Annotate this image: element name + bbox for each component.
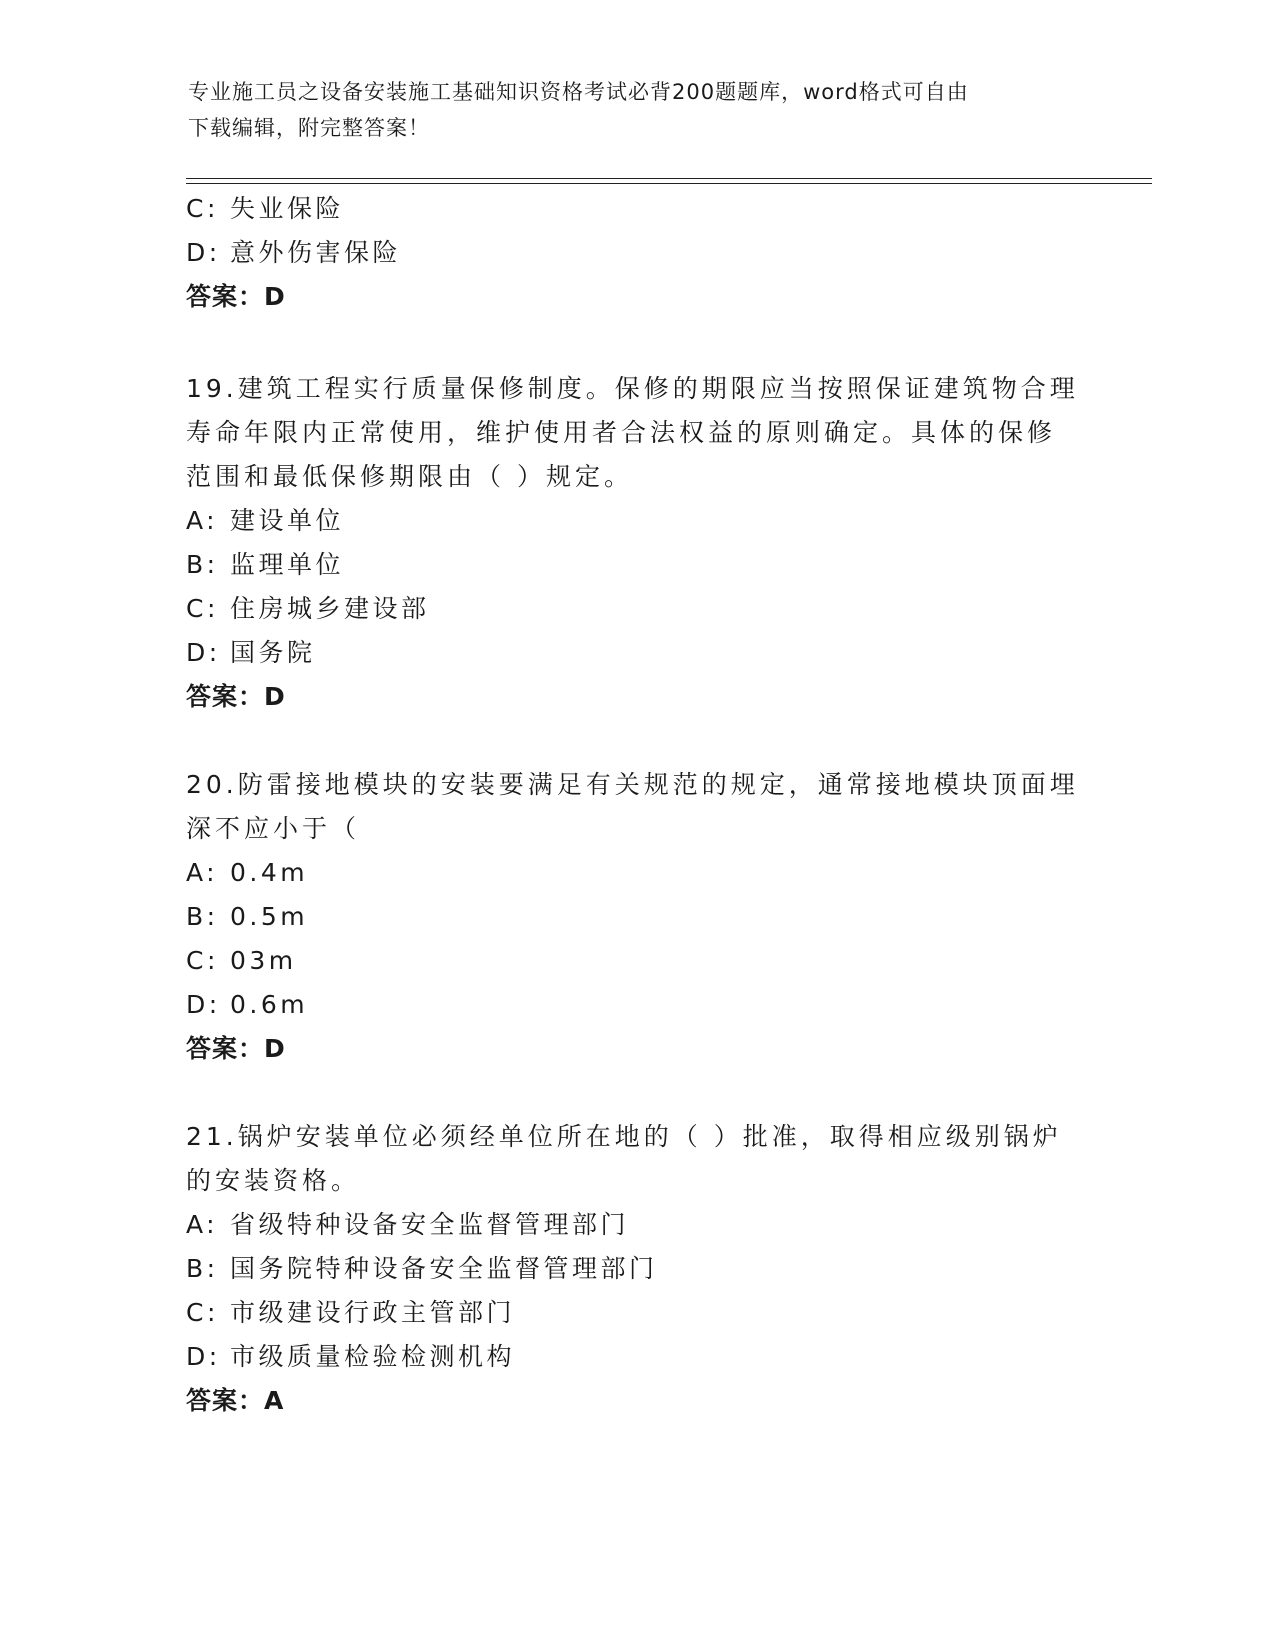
prev-option-d: [186, 238, 401, 268]
option-text: 0.5m: [230, 902, 309, 931]
q21-answer: 答案：A: [186, 1386, 285, 1415]
option-text: 省级特种设备安全监督管理部门: [230, 1210, 630, 1239]
q20-option-a: [186, 858, 308, 888]
option-text: 建设单位: [230, 506, 345, 535]
q21-option-c: [186, 1298, 515, 1328]
q21-option-b: [186, 1254, 658, 1284]
option-text: 03m: [230, 946, 297, 975]
option-key: C:: [186, 194, 219, 223]
option-key: D:: [186, 1342, 221, 1371]
option-text: 0.4m: [230, 858, 309, 887]
option-key: D:: [186, 638, 221, 667]
option-key: A:: [186, 858, 219, 887]
option-key: A:: [186, 1210, 219, 1239]
q19-answer: 答案：D: [186, 682, 286, 711]
option-key: B:: [186, 550, 219, 579]
option-text: 意外伤害保险: [230, 238, 402, 267]
q20-answer: 答案：D: [186, 1034, 286, 1063]
option-key: D:: [186, 238, 221, 267]
option-text: 国务院特种设备安全监督管理部门: [230, 1254, 658, 1283]
option-key: D:: [186, 990, 221, 1019]
q19-option-d: [186, 638, 316, 668]
option-key: C:: [186, 946, 219, 975]
option-text: 市级建设行政主管部门: [230, 1298, 516, 1327]
option-text: 失业保险: [230, 194, 345, 223]
q19-text-line-2: 寿命年限内正常使用，维护使用者合法权益的原则确定。具体的保修: [186, 418, 1057, 447]
q21-option-a: [186, 1210, 629, 1240]
q19-option-b: [186, 550, 344, 580]
option-key: C:: [186, 594, 219, 623]
prev-answer: 答案：D: [186, 282, 286, 311]
prev-option-c: [186, 194, 344, 224]
option-key: A:: [186, 506, 219, 535]
option-text: 国务院: [230, 638, 316, 667]
header-line-2: 下载编辑，附完整答案！: [188, 116, 430, 140]
option-text: 住房城乡建设部: [230, 594, 430, 623]
option-text: 监理单位: [230, 550, 345, 579]
q20-option-d: [186, 990, 308, 1020]
q20-option-c: [186, 946, 297, 976]
header-line-1: 专业施工员之设备安装施工基础知识资格考试必背200题题库，word格式可自由: [188, 80, 969, 104]
document-header: [188, 74, 1088, 146]
q20-text-line-1: 20.防雷接地模块的安装要满足有关规范的规定，通常接地模块顶面埋: [186, 770, 1079, 799]
option-text: 0.6m: [230, 990, 309, 1019]
header-divider-top: [186, 178, 1152, 179]
option-key: B:: [186, 902, 219, 931]
q19-option-c: [186, 594, 430, 624]
header-divider-bottom: [186, 183, 1152, 184]
q21-text-line-1: 21.锅炉安装单位必须经单位所在地的（ ）批准，取得相应级别锅炉: [186, 1122, 1062, 1151]
q21-option-d: [186, 1342, 515, 1372]
q20-text-line-2: 深不应小于（: [186, 814, 361, 843]
q19-text-line-1: 19.建筑工程实行质量保修制度。保修的期限应当按照保证建筑物合理: [186, 374, 1079, 403]
q21-text-line-2: 的安装资格。: [186, 1166, 361, 1195]
option-key: B:: [186, 1254, 219, 1283]
option-key: C:: [186, 1298, 219, 1327]
q19-text-line-3: 范围和最低保修期限由（ ）规定。: [186, 462, 633, 491]
q19-option-a: [186, 506, 344, 536]
option-text: 市级质量检验检测机构: [230, 1342, 516, 1371]
q20-option-b: [186, 902, 308, 932]
